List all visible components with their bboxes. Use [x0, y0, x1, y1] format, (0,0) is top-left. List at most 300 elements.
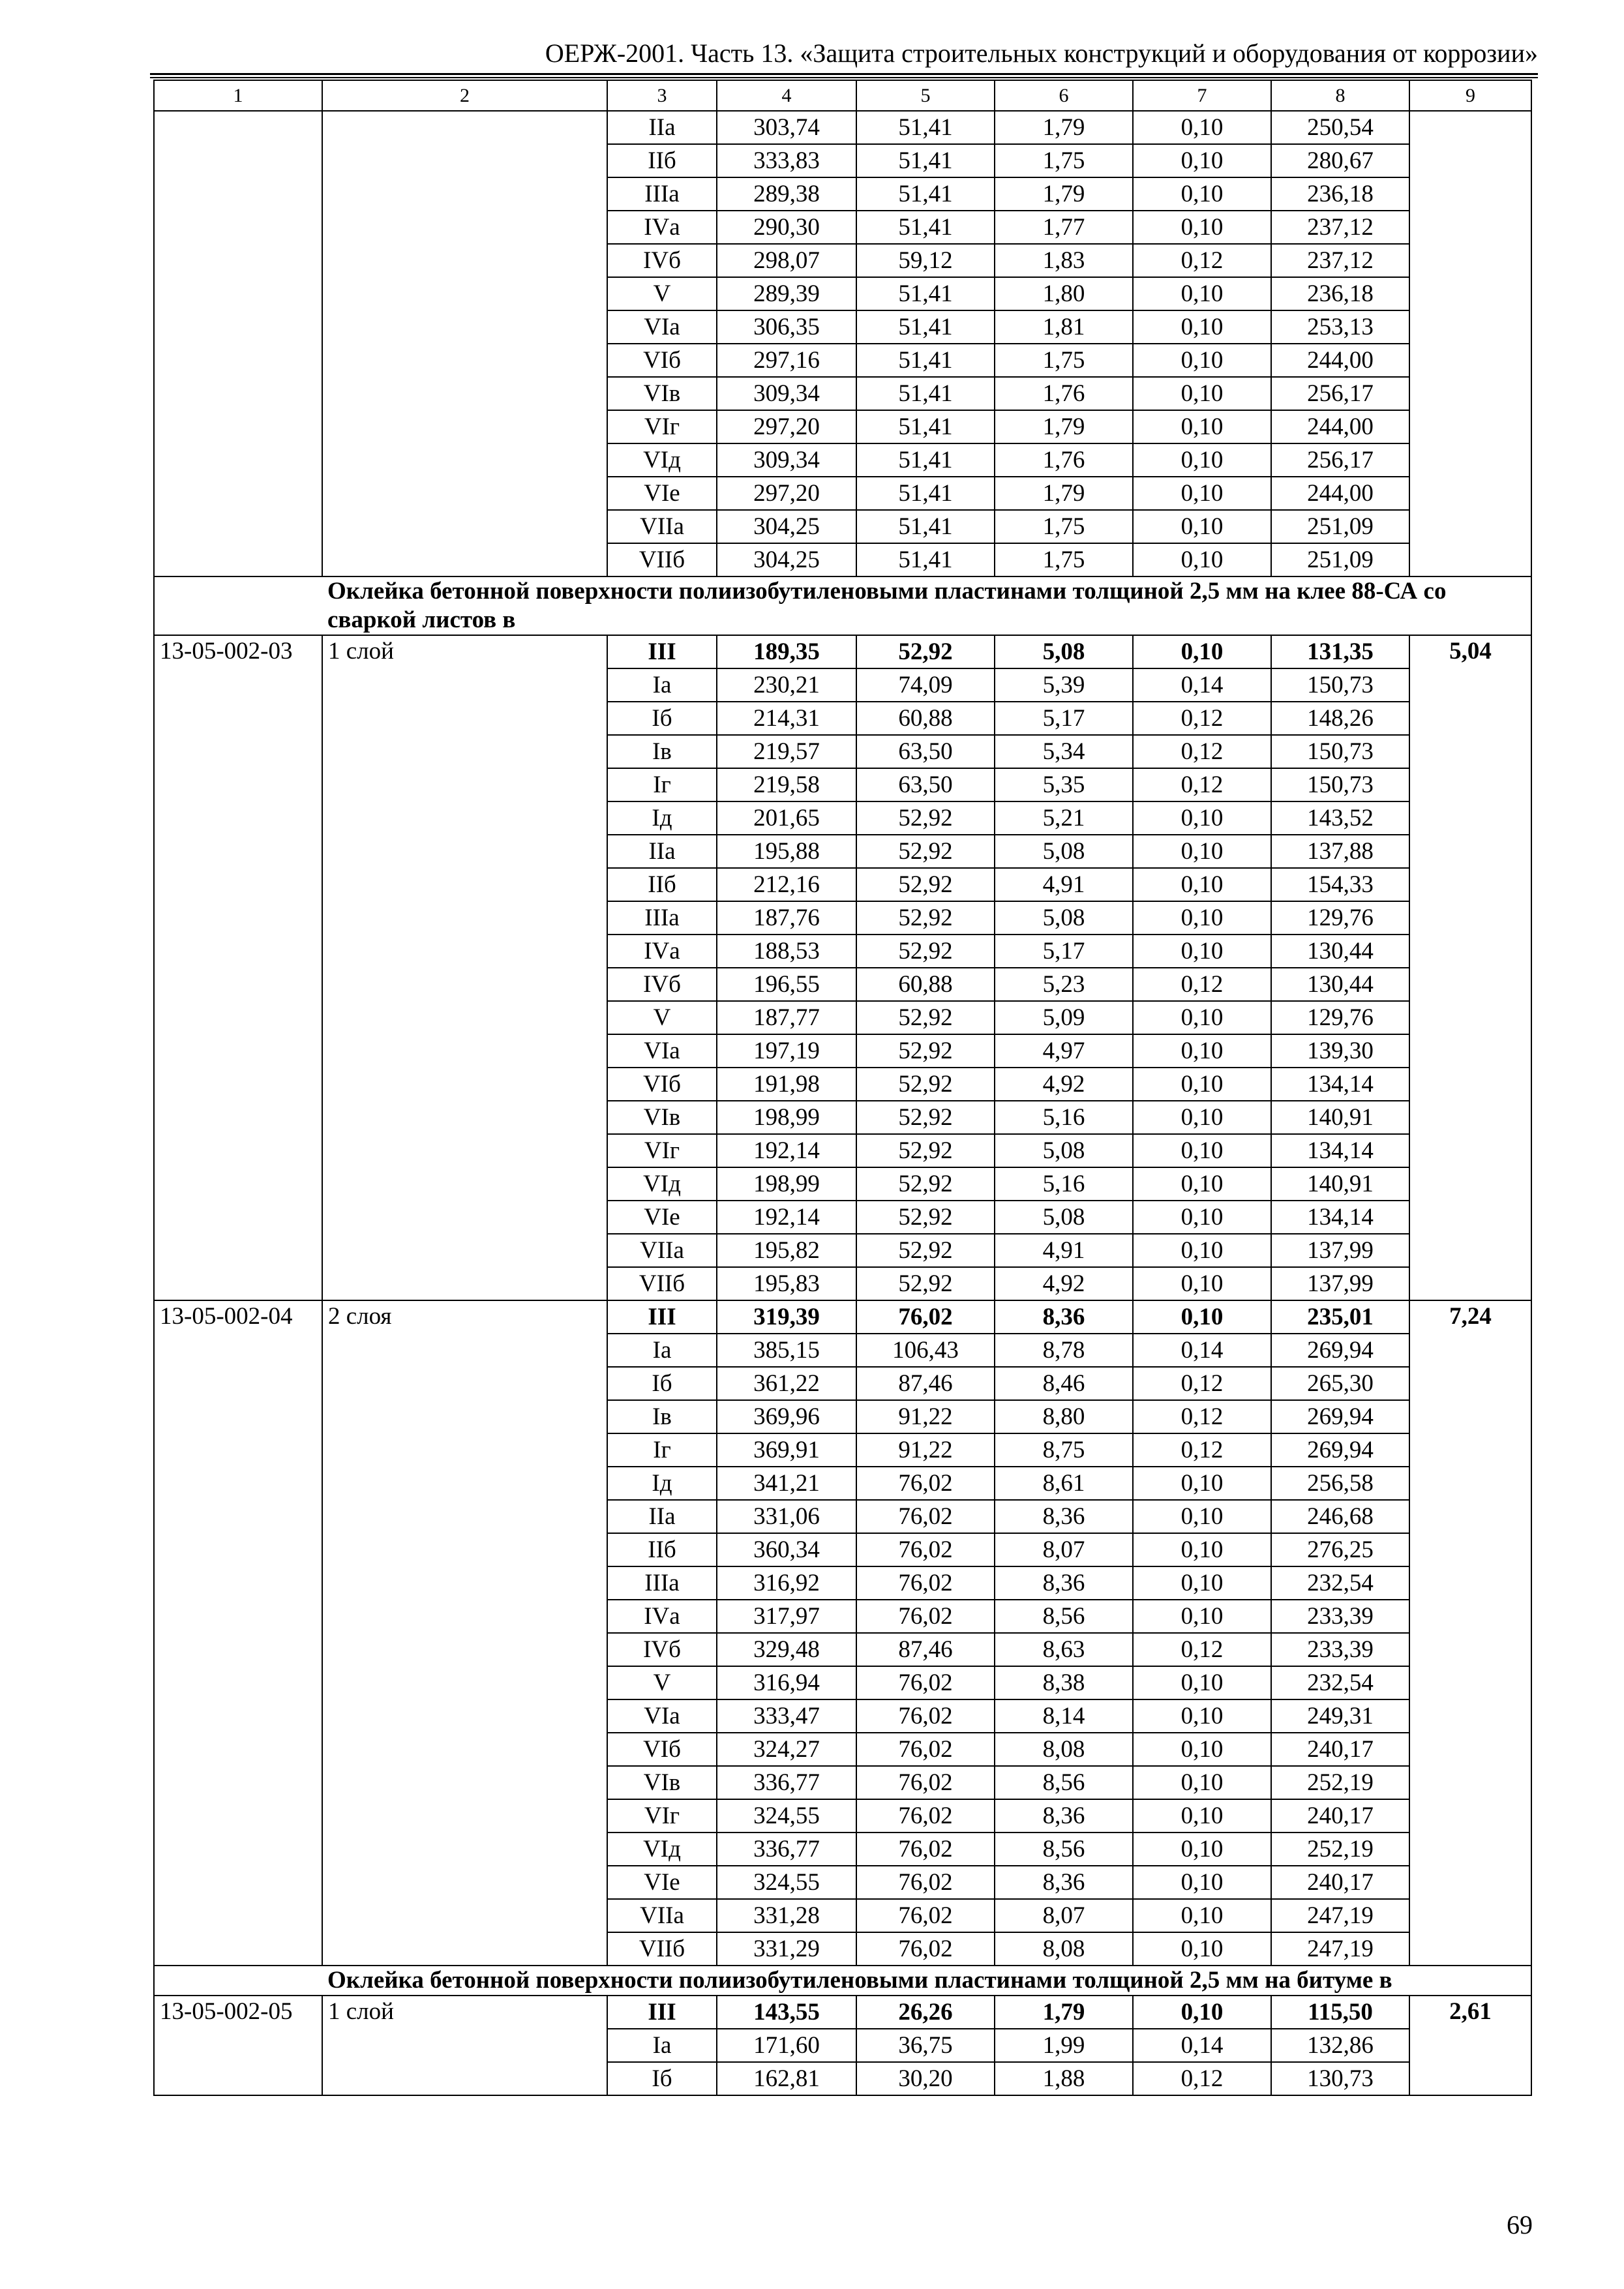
data-cell: 251,09 [1271, 510, 1409, 543]
data-cell: 8,56 [995, 1833, 1133, 1866]
data-cell: 1,80 [995, 277, 1133, 310]
data-cell: 0,14 [1133, 1334, 1271, 1367]
data-cell: 132,86 [1271, 2029, 1409, 2062]
data-cell: 130,73 [1271, 2062, 1409, 2095]
data-cell: 385,15 [717, 1334, 856, 1367]
data-cell: 246,68 [1271, 1500, 1409, 1533]
data-cell: 309,34 [717, 377, 856, 410]
data-cell: 74,09 [856, 668, 995, 702]
data-cell: 290,30 [717, 211, 856, 244]
data-cell: 232,54 [1271, 1666, 1409, 1699]
data-cell: 76,02 [856, 1833, 995, 1866]
data-cell: 52,92 [856, 1001, 995, 1034]
data-cell: IVа [607, 1600, 717, 1633]
column-number: 9 [1409, 80, 1531, 111]
data-cell: 1,76 [995, 377, 1133, 410]
data-cell: 115,50 [1271, 1996, 1409, 2029]
data-cell: 0,10 [1133, 1001, 1271, 1034]
data-cell: 52,92 [856, 635, 995, 668]
data-cell: 0,10 [1133, 1201, 1271, 1234]
table-row [154, 635, 1531, 668]
data-cell: 198,99 [717, 1101, 856, 1134]
data-cell: 0,10 [1133, 1034, 1271, 1068]
data-cell: 0,10 [1133, 1932, 1271, 1966]
data-cell: 8,08 [995, 1733, 1133, 1766]
data-cell: IIIа [607, 1566, 717, 1600]
data-cell: 0,10 [1133, 1766, 1271, 1799]
name-cell [322, 111, 607, 576]
data-cell: 269,94 [1271, 1433, 1409, 1467]
data-cell: 8,38 [995, 1666, 1133, 1699]
data-cell: 51,41 [856, 477, 995, 510]
data-cell: 129,76 [1271, 1001, 1409, 1034]
data-cell: 240,17 [1271, 1799, 1409, 1833]
data-cell: IIIа [607, 901, 717, 935]
data-cell: 51,41 [856, 111, 995, 144]
column-number: 7 [1133, 80, 1271, 111]
data-cell: 52,92 [856, 1167, 995, 1201]
data-cell: 298,07 [717, 244, 856, 277]
data-cell: 140,91 [1271, 1101, 1409, 1134]
data-cell: 187,77 [717, 1001, 856, 1034]
data-cell: 51,41 [856, 277, 995, 310]
data-cell: Iб [607, 2062, 717, 2095]
data-cell: 187,76 [717, 901, 856, 935]
data-cell: 0,10 [1133, 1666, 1271, 1699]
data-cell: 8,46 [995, 1367, 1133, 1400]
data-cell: 36,75 [856, 2029, 995, 2062]
data-cell: 139,30 [1271, 1034, 1409, 1068]
data-cell: 247,19 [1271, 1899, 1409, 1932]
data-cell: 76,02 [856, 1866, 995, 1899]
data-cell: VIг [607, 410, 717, 443]
data-cell: 0,10 [1133, 1267, 1271, 1300]
data-cell: 8,08 [995, 1932, 1133, 1966]
data-cell: 1,75 [995, 510, 1133, 543]
data-cell: 252,19 [1271, 1833, 1409, 1866]
data-cell: 244,00 [1271, 410, 1409, 443]
table-row [154, 111, 1531, 144]
data-cell: 4,97 [995, 1034, 1133, 1068]
data-cell: 324,55 [717, 1866, 856, 1899]
data-cell: 8,56 [995, 1600, 1133, 1633]
data-cell: 1,79 [995, 410, 1133, 443]
data-cell: 201,65 [717, 801, 856, 835]
data-cell: 91,22 [856, 1400, 995, 1433]
data-cell: 0,10 [1133, 477, 1271, 510]
data-cell: 309,34 [717, 443, 856, 477]
data-cell: 306,35 [717, 310, 856, 344]
data-cell: 91,22 [856, 1433, 995, 1467]
data-cell: 0,10 [1133, 1101, 1271, 1134]
data-cell: 0,14 [1133, 668, 1271, 702]
data-cell: 76,02 [856, 1932, 995, 1966]
data-cell: 297,16 [717, 344, 856, 377]
data-cell: 0,10 [1133, 344, 1271, 377]
data-cell: 0,12 [1133, 1633, 1271, 1666]
column-number: 3 [607, 80, 717, 111]
data-cell: 76,02 [856, 1600, 995, 1633]
data-cell: 230,21 [717, 668, 856, 702]
data-cell: 4,91 [995, 1234, 1133, 1267]
data-cell: 361,22 [717, 1367, 856, 1400]
data-cell: VIIб [607, 543, 717, 576]
col9-value: 2,61 [1409, 1996, 1531, 2095]
data-cell: 0,10 [1133, 1799, 1271, 1833]
data-cell: 8,63 [995, 1633, 1133, 1666]
data-cell: 52,92 [856, 1234, 995, 1267]
data-cell: 0,12 [1133, 735, 1271, 768]
rates-table-body [154, 80, 1531, 2095]
data-cell: 256,17 [1271, 443, 1409, 477]
data-cell: 0,10 [1133, 144, 1271, 177]
table-row [154, 1300, 1531, 1334]
data-cell: 130,44 [1271, 935, 1409, 968]
header-rule-thin [150, 77, 1538, 78]
data-cell: 0,10 [1133, 543, 1271, 576]
data-cell: 51,41 [856, 510, 995, 543]
data-cell: 214,31 [717, 702, 856, 735]
data-cell: 134,14 [1271, 1068, 1409, 1101]
data-cell: 0,10 [1133, 1234, 1271, 1267]
data-cell: 0,10 [1133, 1699, 1271, 1733]
data-cell: VIв [607, 1766, 717, 1799]
data-cell: 324,27 [717, 1733, 856, 1766]
data-cell: Iв [607, 1400, 717, 1433]
data-cell: VIIб [607, 1932, 717, 1966]
column-number: 8 [1271, 80, 1409, 111]
data-cell: 0,12 [1133, 1433, 1271, 1467]
data-cell: 0,10 [1133, 177, 1271, 211]
data-cell: 240,17 [1271, 1866, 1409, 1899]
data-cell: 134,14 [1271, 1201, 1409, 1234]
data-cell: 76,02 [856, 1899, 995, 1932]
data-cell: 336,77 [717, 1766, 856, 1799]
rate-code: 13-05-002-03 [154, 635, 322, 1300]
data-cell: 0,10 [1133, 1899, 1271, 1932]
data-cell: VIе [607, 1201, 717, 1234]
data-cell: 8,80 [995, 1400, 1133, 1433]
data-cell: Iг [607, 1433, 717, 1467]
data-cell: 5,16 [995, 1101, 1133, 1134]
data-cell: IIа [607, 111, 717, 144]
data-cell: 106,43 [856, 1334, 995, 1367]
data-cell: 52,92 [856, 901, 995, 935]
data-cell: 5,39 [995, 668, 1133, 702]
data-cell: 137,99 [1271, 1267, 1409, 1300]
data-cell: 51,41 [856, 443, 995, 477]
rates-table [153, 80, 1532, 2096]
data-cell: VIа [607, 1699, 717, 1733]
data-cell: 219,58 [717, 768, 856, 801]
running-header: ОЕРЖ-2001. Часть 13. «Защита строительных конструкций и оборудования от коррозии» [545, 38, 1538, 68]
data-cell: 191,98 [717, 1068, 856, 1101]
data-cell: IVб [607, 968, 717, 1001]
data-cell: 52,92 [856, 1201, 995, 1234]
data-cell: 244,00 [1271, 344, 1409, 377]
data-cell: 0,10 [1133, 1068, 1271, 1101]
data-cell: 63,50 [856, 735, 995, 768]
data-cell: 253,13 [1271, 310, 1409, 344]
data-cell: 51,41 [856, 144, 995, 177]
data-cell: 4,91 [995, 868, 1133, 901]
data-cell: 63,50 [856, 768, 995, 801]
data-cell: 1,83 [995, 244, 1133, 277]
data-cell: 162,81 [717, 2062, 856, 2095]
data-cell: 0,12 [1133, 244, 1271, 277]
data-cell: 76,02 [856, 1500, 995, 1533]
data-cell: 236,18 [1271, 277, 1409, 310]
data-cell: 0,12 [1133, 1400, 1271, 1433]
col9-value: 7,24 [1409, 1300, 1531, 1966]
data-cell: VIIа [607, 510, 717, 543]
data-cell: IVб [607, 1633, 717, 1666]
data-cell: 0,10 [1133, 111, 1271, 144]
data-cell: 256,58 [1271, 1467, 1409, 1500]
data-cell: 0,12 [1133, 768, 1271, 801]
data-cell: III [607, 635, 717, 668]
data-cell: 26,26 [856, 1996, 995, 2029]
data-cell: IVа [607, 211, 717, 244]
data-cell: 0,10 [1133, 801, 1271, 835]
data-cell: 60,88 [856, 968, 995, 1001]
data-cell: 0,10 [1133, 1996, 1271, 2029]
data-cell: 52,92 [856, 1068, 995, 1101]
data-cell: 52,92 [856, 1267, 995, 1300]
data-cell: 0,10 [1133, 310, 1271, 344]
data-cell: 219,57 [717, 735, 856, 768]
data-cell: 0,10 [1133, 377, 1271, 410]
data-cell: 129,76 [1271, 901, 1409, 935]
data-cell: 76,02 [856, 1766, 995, 1799]
data-cell: IVа [607, 935, 717, 968]
data-cell: 171,60 [717, 2029, 856, 2062]
data-cell: 269,94 [1271, 1400, 1409, 1433]
section-heading-row [154, 1966, 1531, 1996]
data-cell: 198,99 [717, 1167, 856, 1201]
data-cell: Iа [607, 668, 717, 702]
data-cell: III [607, 1996, 717, 2029]
data-cell: 0,10 [1133, 1566, 1271, 1600]
data-cell: VIд [607, 1833, 717, 1866]
data-cell: Iд [607, 1467, 717, 1500]
data-cell: 0,10 [1133, 1500, 1271, 1533]
data-cell: 51,41 [856, 177, 995, 211]
data-cell: 0,10 [1133, 1600, 1271, 1633]
data-cell: 8,36 [995, 1500, 1133, 1533]
data-cell: 317,97 [717, 1600, 856, 1633]
data-cell: 233,39 [1271, 1633, 1409, 1666]
data-cell: 195,82 [717, 1234, 856, 1267]
rate-code: 13-05-002-04 [154, 1300, 322, 1966]
section-title: Оклейка бетонной поверхности полиизобутиленовыми пластинами толщиной 2,5 мм на битуме в [322, 1966, 1531, 1996]
data-cell: 0,10 [1133, 935, 1271, 968]
data-cell: 369,91 [717, 1433, 856, 1467]
data-cell: 0,10 [1133, 901, 1271, 935]
data-cell: 0,10 [1133, 1733, 1271, 1766]
data-cell: 8,78 [995, 1334, 1133, 1367]
data-cell: 150,73 [1271, 668, 1409, 702]
data-cell: VIб [607, 1068, 717, 1101]
data-cell: 8,36 [995, 1799, 1133, 1833]
data-cell: 1,77 [995, 211, 1133, 244]
data-cell: 0,10 [1133, 410, 1271, 443]
rate-name: 1 слой [322, 1996, 607, 2095]
data-cell: VIе [607, 477, 717, 510]
rate-name: 1 слой [322, 635, 607, 1300]
data-cell: 341,21 [717, 1467, 856, 1500]
data-cell: 249,31 [1271, 1699, 1409, 1733]
column-number: 5 [856, 80, 995, 111]
data-cell: VIв [607, 1101, 717, 1134]
data-cell: VIа [607, 310, 717, 344]
data-cell: 333,47 [717, 1699, 856, 1733]
data-cell: 52,92 [856, 801, 995, 835]
data-cell: 233,39 [1271, 1600, 1409, 1633]
section-title: Оклейка бетонной поверхности полиизобутиленовыми пластинами толщиной 2,5 мм на клее 88-СА со сваркой листов в [322, 576, 1531, 635]
data-cell: 76,02 [856, 1566, 995, 1600]
data-cell: 247,19 [1271, 1932, 1409, 1966]
data-cell: 0,10 [1133, 443, 1271, 477]
data-cell: Iа [607, 2029, 717, 2062]
page-number: 69 [1507, 2210, 1533, 2239]
data-cell: 0,10 [1133, 1167, 1271, 1201]
data-cell: 0,14 [1133, 2029, 1271, 2062]
data-cell: 5,16 [995, 1167, 1133, 1201]
data-cell: IIб [607, 868, 717, 901]
data-cell: Iв [607, 735, 717, 768]
data-cell: 196,55 [717, 968, 856, 1001]
data-cell: 130,44 [1271, 968, 1409, 1001]
data-cell: 1,79 [995, 477, 1133, 510]
data-cell: Iг [607, 768, 717, 801]
data-cell: Iб [607, 702, 717, 735]
data-cell: Iб [607, 1367, 717, 1400]
data-cell: IIа [607, 1500, 717, 1533]
data-cell: 0,12 [1133, 1367, 1271, 1400]
data-cell: 52,92 [856, 1101, 995, 1134]
data-cell: 0,10 [1133, 868, 1271, 901]
data-cell: 1,79 [995, 111, 1133, 144]
data-cell: 251,09 [1271, 543, 1409, 576]
data-cell: Iа [607, 1334, 717, 1367]
data-cell: 5,08 [995, 635, 1133, 668]
data-cell: 316,94 [717, 1666, 856, 1699]
data-cell: 195,88 [717, 835, 856, 868]
data-cell: 303,74 [717, 111, 856, 144]
data-cell: 0,10 [1133, 1866, 1271, 1899]
data-cell: 316,92 [717, 1566, 856, 1600]
data-cell: 150,73 [1271, 768, 1409, 801]
column-number: 4 [717, 80, 856, 111]
data-cell: 60,88 [856, 702, 995, 735]
data-cell: 331,06 [717, 1500, 856, 1533]
data-cell: 304,25 [717, 543, 856, 576]
data-cell: 76,02 [856, 1799, 995, 1833]
data-cell: IIб [607, 1533, 717, 1566]
data-cell: V [607, 1001, 717, 1034]
table-row [154, 1996, 1531, 2029]
data-cell: 0,10 [1133, 510, 1271, 543]
col9-cell [1409, 111, 1531, 576]
data-cell: 76,02 [856, 1666, 995, 1699]
data-cell: 360,34 [717, 1533, 856, 1566]
data-cell: 52,92 [856, 1034, 995, 1068]
data-cell: 276,25 [1271, 1533, 1409, 1566]
data-cell: 240,17 [1271, 1733, 1409, 1766]
data-cell: 192,14 [717, 1134, 856, 1167]
data-cell: 289,39 [717, 277, 856, 310]
data-cell: 5,34 [995, 735, 1133, 768]
section-spacer [154, 1966, 322, 1996]
data-cell: 1,79 [995, 1996, 1133, 2029]
data-cell: VIIб [607, 1267, 717, 1300]
data-cell: 51,41 [856, 344, 995, 377]
data-cell: 1,75 [995, 144, 1133, 177]
data-cell: 8,07 [995, 1533, 1133, 1566]
data-cell: VIг [607, 1134, 717, 1167]
data-cell: 1,88 [995, 2062, 1133, 2095]
data-cell: 5,23 [995, 968, 1133, 1001]
data-cell: 189,35 [717, 635, 856, 668]
data-cell: 0,12 [1133, 968, 1271, 1001]
data-cell: 265,30 [1271, 1367, 1409, 1400]
data-cell: 0,10 [1133, 1300, 1271, 1334]
data-cell: 8,75 [995, 1433, 1133, 1467]
section-heading-row [154, 576, 1531, 635]
data-cell: 76,02 [856, 1533, 995, 1566]
data-cell: 5,17 [995, 702, 1133, 735]
data-cell: V [607, 1666, 717, 1699]
data-cell: 232,54 [1271, 1566, 1409, 1600]
data-cell: 5,08 [995, 835, 1133, 868]
data-cell: 5,09 [995, 1001, 1133, 1034]
data-cell: VIIа [607, 1899, 717, 1932]
data-cell: 52,92 [856, 868, 995, 901]
data-cell: 59,12 [856, 244, 995, 277]
data-cell: 87,46 [856, 1633, 995, 1666]
data-cell: 4,92 [995, 1068, 1133, 1101]
data-cell: 0,12 [1133, 2062, 1271, 2095]
data-cell: III [607, 1300, 717, 1334]
data-cell: 150,73 [1271, 735, 1409, 768]
data-cell: 4,92 [995, 1267, 1133, 1300]
data-cell: IVб [607, 244, 717, 277]
data-cell: 8,36 [995, 1866, 1133, 1899]
data-cell: 280,67 [1271, 144, 1409, 177]
data-cell: 195,83 [717, 1267, 856, 1300]
data-cell: 333,83 [717, 144, 856, 177]
data-cell: VIв [607, 377, 717, 410]
data-cell: 237,12 [1271, 211, 1409, 244]
data-cell: 304,25 [717, 510, 856, 543]
data-cell: 148,26 [1271, 702, 1409, 735]
data-cell: VIе [607, 1866, 717, 1899]
data-cell: 52,92 [856, 935, 995, 968]
data-cell: 30,20 [856, 2062, 995, 2095]
data-cell: 131,35 [1271, 635, 1409, 668]
data-cell: 252,19 [1271, 1766, 1409, 1799]
data-cell: 0,10 [1133, 835, 1271, 868]
data-cell: 8,07 [995, 1899, 1133, 1932]
data-cell: Iд [607, 801, 717, 835]
data-cell: 0,10 [1133, 1833, 1271, 1866]
data-cell: 1,79 [995, 177, 1133, 211]
data-cell: 5,35 [995, 768, 1133, 801]
data-cell: VIд [607, 443, 717, 477]
data-cell: 289,38 [717, 177, 856, 211]
data-cell: 51,41 [856, 543, 995, 576]
